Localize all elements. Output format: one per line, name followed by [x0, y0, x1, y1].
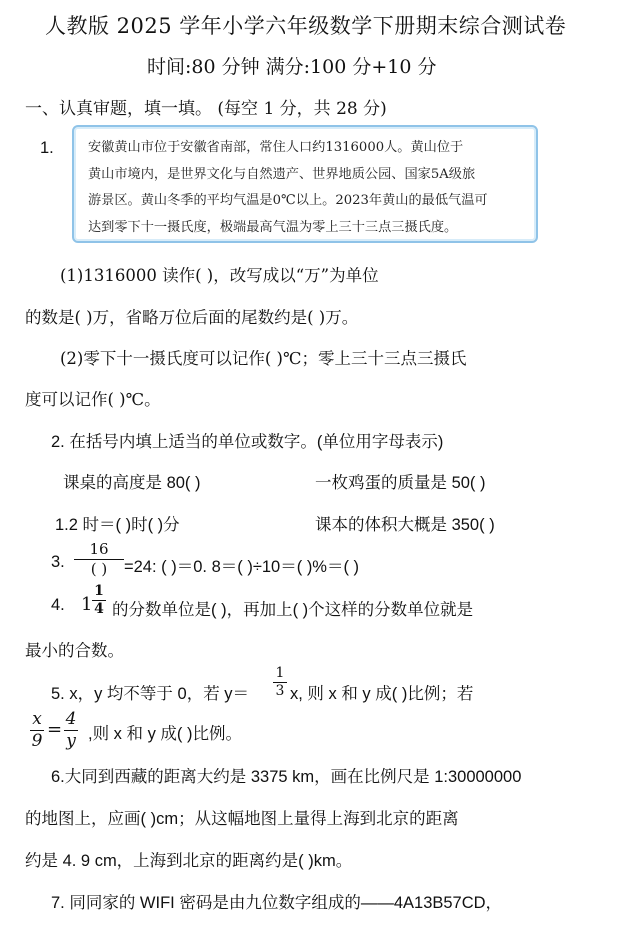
mixed-number-whole: 1 — [81, 594, 93, 615]
q2-item-d: 课本的体积大概是 350( ) — [315, 516, 495, 534]
q1-part2-line2: 度可以记作( )℃。 — [25, 390, 161, 409]
q1-part1-line2: 的数是( )万，省略万位后面的尾数约是( )万。 — [25, 308, 359, 327]
fraction-numerator: x — [32, 709, 42, 729]
fraction-numerator: 1 — [94, 583, 104, 599]
q4-line2: 最小的合数。 — [25, 641, 124, 660]
q2-item-a: 课桌的高度是 80( ) — [63, 474, 201, 492]
passage-line: 安徽黄山市位于安徽省南部，常住人口约1316000人。黄山位于 — [88, 140, 464, 155]
passage-line: 达到零下十一摄氏度，极端最高气温为零上三十三点三摄氏度。 — [88, 219, 458, 235]
section-heading: 一、认真审题，填一填。 (每空 1 分，共 28 分) — [25, 99, 387, 119]
q1-part2-line1: (2)零下十一摄氏度可以记作( )℃；零上三十三点三摄氏 — [60, 349, 467, 368]
equals-sign: = — [47, 719, 63, 740]
q4-text: 的分数单位是( )，再加上( )个这样的分数单位就是 — [112, 601, 474, 619]
reading-passage — [72, 125, 538, 243]
fraction-denominator: 9 — [31, 731, 43, 751]
q7-line1: 7. 同同家的 WIFI 密码是由九位数字组成的——4A13B57CD， — [51, 894, 503, 912]
q5-fraction-2 — [30, 710, 44, 751]
question-1-number: 1. — [40, 139, 54, 157]
passage-line: 游景区。黄山冬季的平均气温是0℃以上。2023年黄山的最低气温可 — [88, 193, 488, 208]
q2-item-c: 1.2 时＝( )时( )分 — [55, 516, 180, 534]
q2-item-b: 一枚鸡蛋的质量是 50( ) — [315, 474, 486, 492]
fraction-denominator: y — [66, 731, 76, 751]
passage-line: 黄山市境内，是世界文化与自然遗产、世界地质公园、国家5A级旅 — [88, 166, 476, 182]
fraction-numerator: 16 — [89, 540, 109, 558]
q5-fraction-1 — [273, 666, 287, 699]
fraction-numerator: 4 — [65, 709, 77, 729]
q1-part1-line1: (1)1316000 读作( )，改写成以“万”为单位 — [60, 266, 379, 285]
fraction-denominator: 4 — [94, 601, 104, 617]
q6-line1: 6.大同到西藏的距离大约是 3375 km，画在比例尺是 1:30000000 — [51, 768, 522, 786]
fraction-numerator: 1 — [275, 665, 285, 681]
time-score: 时间:80 分钟 满分:100 分+10 分 — [147, 56, 437, 78]
question-4-number: 4. — [51, 596, 65, 614]
question-2-stem: 2. 在括号内填上适当的单位或数字。(单位用字母表示) — [51, 433, 444, 451]
q4-fraction — [92, 584, 106, 617]
fraction-denominator: 3 — [275, 683, 285, 699]
q5-part3: ,则 x 和 y 成( )比例。 — [88, 725, 242, 743]
page-title: 人教版 2025 学年小学六年级数学下册期末综合测试卷 — [45, 14, 567, 38]
q3-equation: =24: ( )＝0. 8＝( )÷10＝( )%＝( ) — [124, 558, 360, 576]
q6-line3: 约是 4. 9 cm，上海到北京的距离约是( )km。 — [25, 852, 353, 870]
fraction-denominator: ( ) — [90, 560, 108, 578]
q3-fraction — [74, 541, 124, 578]
q5-part2: x, 则 x 和 y 成( )比例；若 — [290, 685, 474, 703]
q5-part1: 5. x，y 均不等于 0，若 y＝ — [51, 685, 250, 703]
question-3-number: 3. — [51, 553, 65, 571]
q6-line2: 的地图上，应画( )cm；从这幅地图上量得上海到北京的距离 — [25, 810, 459, 828]
q5-fraction-3 — [64, 710, 78, 751]
